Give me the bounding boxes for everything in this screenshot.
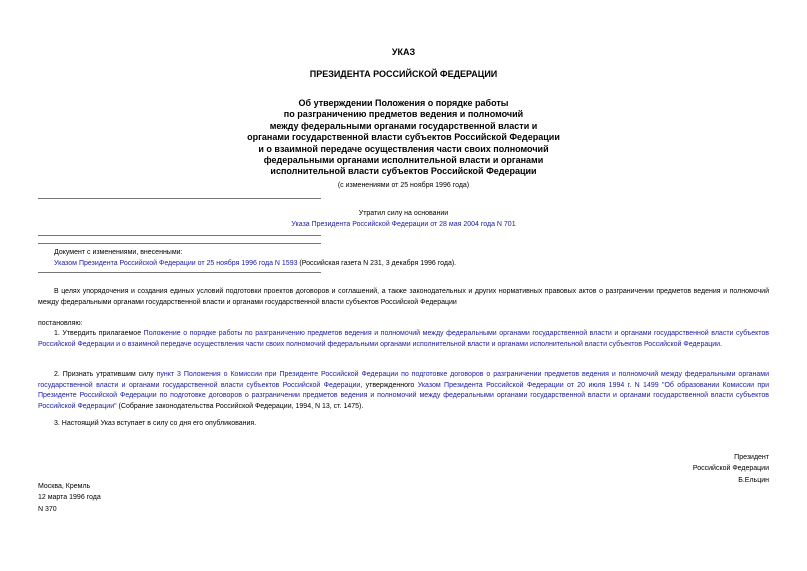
divider — [38, 243, 321, 244]
invalidation-decree-link[interactable]: Указа Президента Российской Федерации от 28 мая 2004 года N 701 — [291, 221, 516, 228]
item-1-suffix: . — [720, 340, 723, 348]
title-line: федеральными органами исполнительной власти и органами — [263, 155, 544, 166]
decree-1499-link[interactable]: Указом Президента Российской Федерации от 20 июля 1994 г. N 1499 "Об образовании Комиссии при Президенте Российской Федерации по подготовке договоров о разграничении предметов ведения и полномочий между федеральными органами государственной власти и органами государственной власти субъектов Российской Федерации" — [38, 381, 769, 410]
divider — [38, 198, 321, 199]
item-2-paragraph — [38, 370, 769, 412]
item-2-suffix: (Собрание законодательства Российской Федерации, 1994, N 13, ст. 1475). — [116, 402, 364, 410]
regulation-link[interactable]: Положение о порядке работы по разграничению предметов ведения и полномочий между федеральными органами государственной власти и органами государственной власти субъектов Российской Федерации и о взаимной передаче осуществления части своих полномочий федеральными органами исполнительной власти и органами исполнительной власти субъектов Российской Федерации — [38, 330, 770, 348]
changes-decree-link[interactable]: Указом Президента Российской Федерации от 25 ноября 1996 года N 1593 — [54, 260, 298, 267]
title-line: между федеральными органами государственной власти и — [269, 120, 538, 131]
signature-country: Российской Федерации — [692, 465, 769, 473]
issuer-heading: ПРЕЗИДЕНТА РОССИЙСКОЙ ФЕДЕРАЦИИ — [309, 69, 498, 79]
document-number: N 370 — [38, 505, 57, 513]
divider — [38, 272, 321, 273]
title-line: Об утверждении Положения о порядке работы — [298, 98, 509, 108]
title-line: исполнительной власти субъектов Российской Федерации — [270, 166, 537, 177]
item-2-prefix: 2. Признать утратившим силу — [54, 371, 157, 378]
changes-source: (Российская газета N 231, 3 декабря 1996 года). — [297, 260, 457, 267]
decree-word: постановляю: — [38, 320, 83, 327]
date: 12 марта 1996 года — [38, 494, 101, 502]
item-1-prefix: 1. Утвердить прилагаемое — [54, 330, 144, 337]
amendment-note: (с изменениями от 25 ноября 1996 года) — [337, 182, 470, 189]
title-line: по разграничению предметов ведения и полномочий — [283, 109, 524, 120]
preamble-paragraph: В целях упорядочения и создания единых условий подготовки проектов договоров и соглашений, а также законодательных и других нормативных правовых актов о разграничении предметов ведения и полномочий между федеральными органами государственной власти и органами государственной власти субъектов Российской Федерации — [38, 288, 769, 306]
invalidation-note: Утратил силу на основании — [358, 210, 449, 217]
item-2-mid: , утвержденного — [360, 381, 418, 389]
changes-line — [54, 258, 456, 269]
commission-clause-link[interactable]: пункт 3 Положения о Комиссии при Президенте Российской Федерации по подготовке договоров о разграничении предметов ведения и полномочий между федеральными органами государственной власти и органами государственной власти субъектов Российской Федерации — [38, 371, 769, 389]
signature-position: Президент — [734, 454, 769, 461]
title-line: и о взаимной передаче осуществления части своих полномочий — [258, 143, 549, 154]
divider — [38, 235, 321, 236]
place: Москва, Кремль — [38, 483, 91, 490]
item-3-paragraph: 3. Настоящий Указ вступает в силу со дня его опубликования. — [54, 420, 257, 427]
title-line: органами государственной власти субъектов Российской Федерации — [247, 132, 560, 143]
document-title — [0, 98, 807, 178]
item-1-paragraph — [38, 329, 769, 350]
document-type-heading: УКАЗ — [391, 47, 416, 57]
place-date-block — [38, 481, 101, 515]
signature-block — [693, 452, 769, 486]
signature-name: Б.Ельцин — [738, 476, 769, 484]
changes-intro: Документ с изменениями, внесенными: — [54, 249, 183, 256]
